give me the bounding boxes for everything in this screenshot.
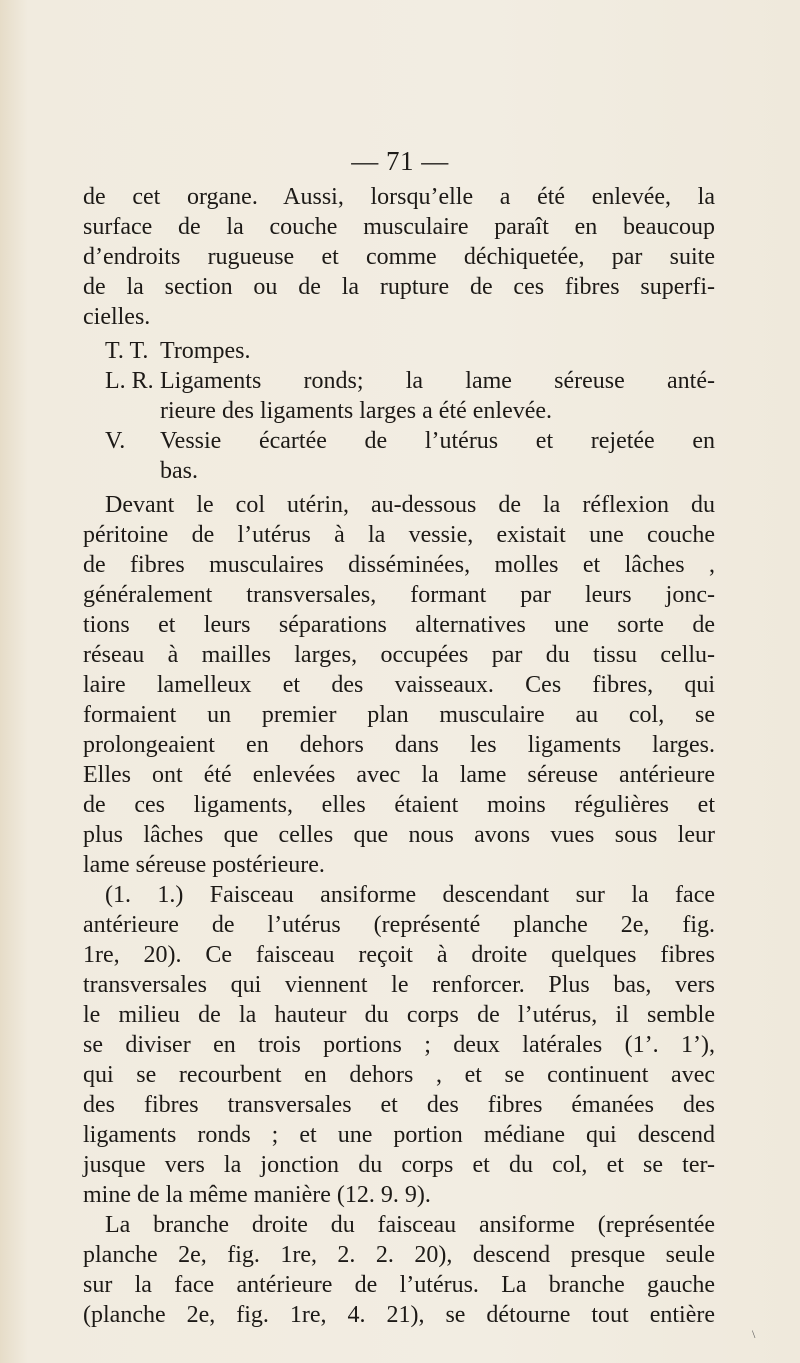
page-number: — 71 — <box>351 146 449 176</box>
paragraph-1 <box>83 182 715 332</box>
abbreviation-key: L. R. <box>105 368 154 394</box>
text-line: réseau à mailles larges, occupées par du tissu cellu- <box>83 642 715 668</box>
abbreviation-text: Trompes. <box>160 338 251 364</box>
abbreviation-continuation: rieure des ligaments larges a été enlevée. <box>160 398 553 424</box>
text-line: plus lâches que celles que nous avons vues sous leur <box>83 822 715 848</box>
text-line: mine de la même manière (12. 9. 9). <box>83 1182 431 1208</box>
margin-mark: \ <box>752 1327 756 1341</box>
text-line: lame séreuse postérieure. <box>83 852 325 878</box>
text-line: Elles ont été enlevées avec la lame séreuse antérieure <box>83 762 715 788</box>
text-line: (1. 1.) Faisceau ansiforme descendant sur la face <box>105 882 715 908</box>
text-line: généralement transversales, formant par leurs jonc- <box>83 582 715 608</box>
paragraph-3 <box>83 880 715 1210</box>
text-line: des fibres transversales et des fibres émanées des <box>83 1092 715 1118</box>
abbreviation-entry <box>105 426 715 456</box>
text-line: tions et leurs séparations alternatives une sorte de <box>83 612 715 638</box>
abbreviation-key: T. T. <box>105 338 149 364</box>
text-line: transversales qui viennent le renforcer. Plus bas, vers <box>83 972 715 998</box>
abbreviation-entry <box>105 336 715 366</box>
abbreviation-continuation: bas. <box>160 458 198 484</box>
text-line: d’endroits rugueuse et comme déchiquetée, par suite <box>83 244 715 270</box>
abbreviation-entry <box>105 366 715 396</box>
text-line: surface de la couche musculaire paraît en beaucoup <box>83 214 715 240</box>
paragraph-4 <box>83 1210 715 1330</box>
text-line: Devant le col utérin, au-dessous de la réflexion du <box>105 492 715 518</box>
paragraph-2 <box>83 490 715 880</box>
text-line: qui se recourbent en dehors , et se continuent avec <box>83 1062 715 1088</box>
text-line: laire lamelleux et des vaisseaux. Ces fibres, qui <box>83 672 715 698</box>
text-line: 1re, 20). Ce faisceau reçoit à droite quelques fibres <box>83 942 715 968</box>
body-text <box>83 182 715 1330</box>
text-line: péritoine de l’utérus à la vessie, existait une couche <box>83 522 715 548</box>
text-line: prolongeaient en dehors dans les ligaments larges. <box>83 732 715 758</box>
text-line: planche 2e, fig. 1re, 2. 2. 20), descend presque seule <box>83 1242 715 1268</box>
text-line: de ces ligaments, elles étaient moins régulières et <box>83 792 715 818</box>
abbreviation-text: Vessie écartée de l’utérus et rejetée en <box>160 428 715 454</box>
text-line: formaient un premier plan musculaire au col, se <box>83 702 715 728</box>
text-line: La branche droite du faisceau ansiforme (représentée <box>105 1212 715 1238</box>
text-line: antérieure de l’utérus (représenté planche 2e, fig. <box>83 912 715 938</box>
text-line: jusque vers la jonction du corps et du col, et se ter- <box>83 1152 715 1178</box>
text-line: ligaments ronds ; et une portion médiane qui descend <box>83 1122 715 1148</box>
text-line: le milieu de la hauteur du corps de l’utérus, il semble <box>83 1002 715 1028</box>
text-line: de fibres musculaires disséminées, molles et lâches , <box>83 552 715 578</box>
text-line: se diviser en trois portions ; deux latérales (1’. 1’), <box>83 1032 715 1058</box>
abbreviation-key: V. <box>105 428 126 454</box>
text-line: de cet organe. Aussi, lorsqu’elle a été enlevée, la <box>83 184 715 210</box>
abbreviation-list <box>83 336 715 486</box>
text-line: (planche 2e, fig. 1re, 4. 21), se détourne tout entière <box>83 1302 715 1328</box>
text-line: cielles. <box>83 304 151 330</box>
text-line: de la section ou de la rupture de ces fibres superfi- <box>83 274 715 300</box>
abbreviation-text: Ligaments ronds; la lame séreuse anté- <box>160 368 715 394</box>
text-line: sur la face antérieure de l’utérus. La branche gauche <box>83 1272 715 1298</box>
